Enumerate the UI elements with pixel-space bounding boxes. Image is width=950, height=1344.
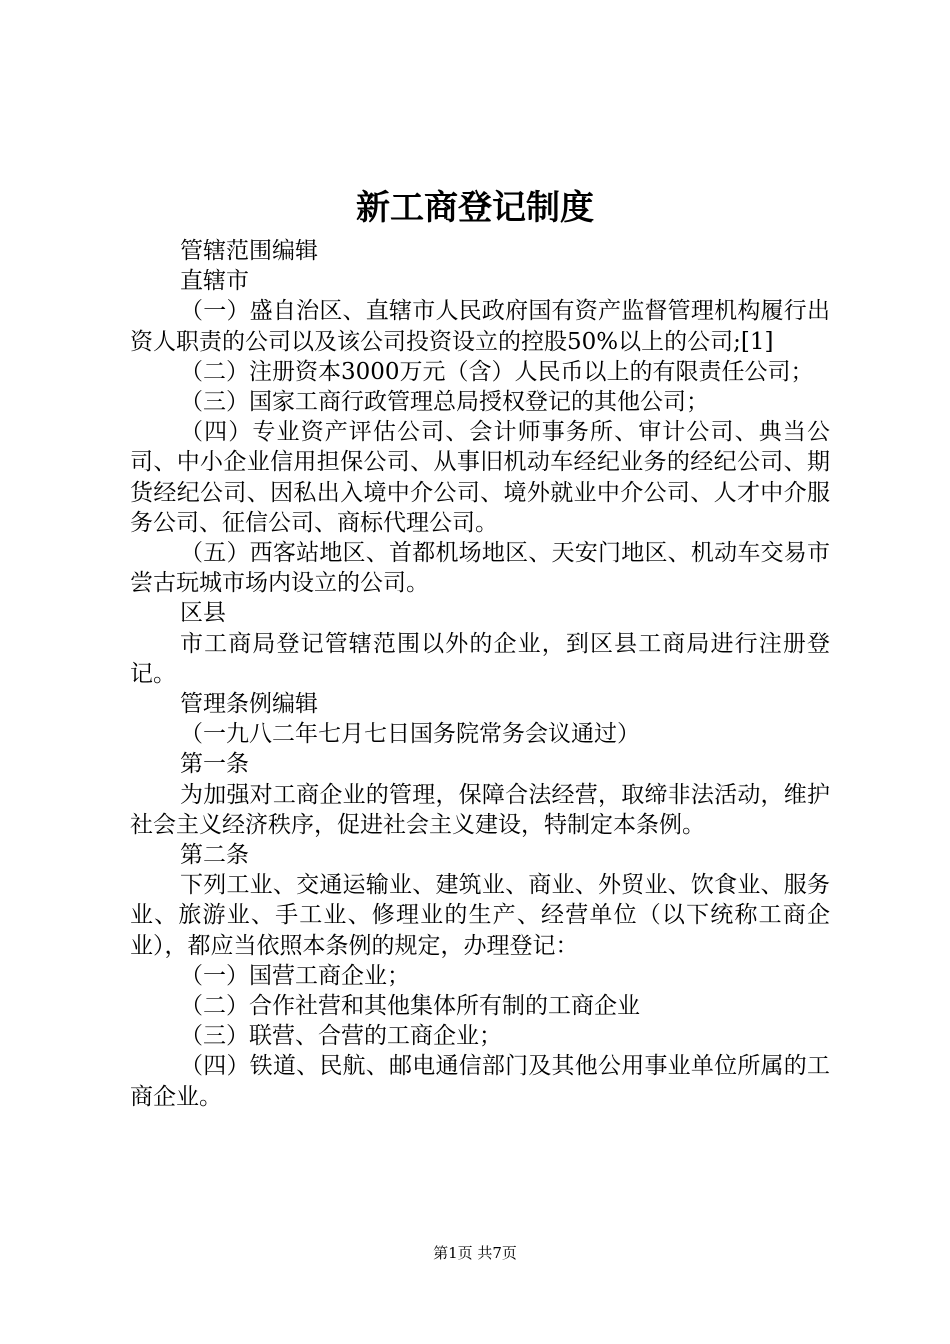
paragraph: 为加强对工商企业的管理，保障合法经营，取缔非法活动，维护社会主义经济秩序，促进社会主义建设，特制定本条例。 (130, 781, 830, 838)
paragraph: 下列工业、交通运输业、建筑业、商业、外贸业、饮食业、服务业、旅游业、手工业、修理业的生产、经营单位（以下统称工商企业），都应当依照本条例的规定，办理登记： (130, 872, 830, 959)
paragraph: 管辖范围编辑 (180, 238, 318, 264)
paragraph: 直辖市 (180, 268, 249, 295)
paragraph: （一）国营工商企业； (180, 962, 410, 989)
page-footer: 第1页 共7页 (433, 1244, 517, 1262)
paragraph: （三）国家工商行政管理总局授权登记的其他公司； (180, 389, 709, 416)
paragraph: （一）盛自治区、直辖市人民政府国有资产监督管理机构履行出资人职责的公司以及该公司投资设立的控股50%以上的公司;[1] (130, 298, 830, 355)
paragraph: （四）专业资产评估公司、会计师事务所、审计公司、典当公司、中小企业信用担保公司、从事旧机动车经纪业务的经纪公司、期货经纪公司、因私出入境中介公司、境外就业中介公司、人才中介服务公司、征信公司、商标代理公司。 (130, 419, 830, 536)
paragraph: （五）西客站地区、首都机场地区、天安门地区、机动车交易市尝古玩城市场内设立的公司。 (130, 540, 830, 597)
document-title: 新工商登记制度 (356, 188, 594, 228)
paragraph: 第二条 (180, 842, 249, 869)
paragraph: （三）联营、合营的工商企业； (180, 1023, 502, 1050)
paragraph: （二）注册资本3000万元（含）人民币以上的有限责任公司； (180, 358, 814, 385)
paragraph: （四）铁道、民航、邮电通信部门及其他公用事业单位所属的工商企业。 (130, 1053, 830, 1110)
paragraph: （一九八二年七月七日国务院常务会议通过） (180, 721, 640, 748)
paragraph: 第一条 (180, 751, 249, 778)
paragraph: 区县 (180, 600, 226, 627)
document-body (130, 236, 830, 1112)
paragraph: （二）合作社营和其他集体所有制的工商企业 (180, 993, 640, 1020)
paragraph: 市工商局登记管辖范围以外的企业，到区县工商局进行注册登记。 (130, 630, 830, 687)
paragraph: 管理条例编辑 (180, 691, 318, 718)
